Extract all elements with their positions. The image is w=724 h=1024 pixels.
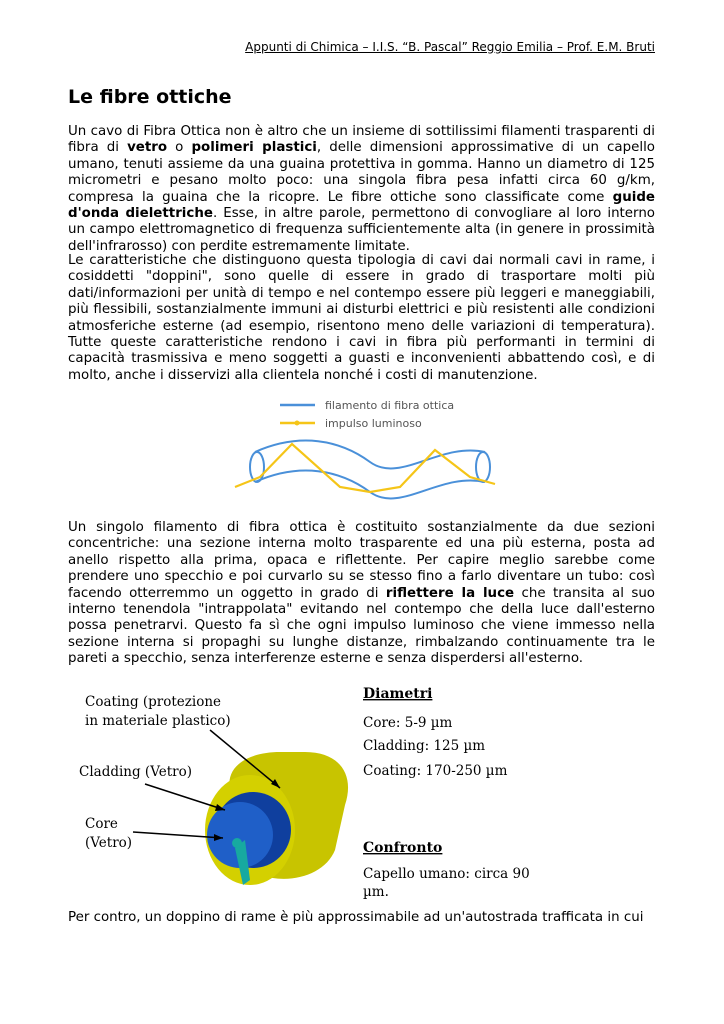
diametri-heading: Diametri bbox=[363, 686, 433, 702]
text-run: che transita al suo interno tenendola "intrappolata" evitando nel contempo che della luce dall'esterno possa penetrarvi. Questo fa sì che ogni impulso luminoso che viene immesso nella sezione interna si propaghi su lunghe distanze, rimbalzando continuamente tra le pareti a specchio, senza interferenze esterne e senza disperdersi all'esterno. bbox=[68, 585, 655, 667]
text-run: , delle dimensioni approssimative di un capello umano, tenuti assieme da una guaina protettiva in gomma. Hanno un diametro di 125 micrometri e pesano molto poco: una singola fibra pesa infatti circa 60 g/km, compresa la guaina che la ricopre. Le fibre ottiche sono classificate come bbox=[68, 140, 655, 205]
fiber-top-edge bbox=[255, 441, 485, 469]
paragraph-intro bbox=[68, 124, 655, 255]
legend-fiber-label: filamento di fibra ottica bbox=[325, 399, 455, 412]
text-run: . Esse, in altre parole, permettono di convogliare al loro interno un campo elettromagnetico di frequenza sufficientemente alta (in genere in prossimità dell'infrarosso) con perdite estremamente limitate. bbox=[68, 206, 655, 254]
core-face bbox=[232, 838, 242, 848]
page-header: Appunti di Chimica – I.I.S. “B. Pascal” Reggio Emilia – Prof. E.M. Bruti bbox=[245, 40, 655, 54]
fiber-bottom-edge bbox=[255, 471, 485, 499]
confronto-heading: Confronto bbox=[363, 840, 443, 856]
coating-label-line2: in materiale plastico) bbox=[85, 713, 231, 729]
core-label-line2: (Vetro) bbox=[85, 835, 133, 851]
coating-label-line1: Coating (protezione bbox=[85, 694, 222, 710]
legend-pulse-dot bbox=[295, 421, 300, 426]
text-run: o bbox=[167, 140, 192, 156]
paragraph-structure bbox=[68, 520, 655, 668]
page-title: Le fibre ottiche bbox=[68, 86, 232, 108]
core-label-line1: Core bbox=[85, 816, 118, 832]
bold-term: riflettere la luce bbox=[385, 585, 515, 601]
text-run: Un singolo filamento di fibra ottica è costituito sostanzialmente da due sezioni concentriche: una sezione interna molto trasparente ed una più esterna, posta ad anello rispetto alla prima, opaca e riflettente. Per capire meglio sarebbe come prendere uno specchio e poi curvarlo su se stesso fino a farlo diventare un tubo: così facendo otterremmo un oggetto in grado di bbox=[68, 520, 655, 601]
hair-comparison-line2: µm. bbox=[363, 884, 389, 900]
hair-comparison-line1: Capello umano: circa 90 bbox=[363, 866, 530, 882]
coating-diameter: Coating: 170-250 µm bbox=[363, 763, 508, 779]
fiber-pulse-figure bbox=[230, 392, 500, 512]
legend-pulse-label: impulso luminoso bbox=[325, 417, 422, 430]
cladding-diameter: Cladding: 125 µm bbox=[363, 738, 486, 754]
cladding-arrow-line bbox=[145, 784, 225, 810]
fiber-cross-section-figure bbox=[75, 680, 595, 905]
bold-term: guide d'onda dielettriche bbox=[68, 189, 655, 222]
fiber-right-end bbox=[476, 452, 490, 482]
core-diameter: Core: 5-9 µm bbox=[363, 715, 453, 731]
text-run: Un cavo di Fibra Ottica non è altro che un insieme di sottilissimi filamenti trasparenti di fibra di bbox=[68, 124, 655, 156]
paragraph-copper-comparison: Per contro, un doppino di rame è più approssimabile ad un'autostrada trafficata in cui bbox=[68, 910, 644, 925]
paragraph-characteristics: Le caratteristiche che distinguono questa tipologia di cavi dai normali cavi in rame, i cosiddetti "doppini", sono quelle di essere in grado di trasportare molti più dati/informazioni per unità di tempo e nel contempo essere più leggeri e maneggiabili, più flessibili, sostanzialmente immuni ai disturbi elettrici e più resistenti alle condizioni atmosferiche esterne (ad esempio, risentono meno delle variazioni di temperatura). Tutte queste caratteristiche rendono i cavi in fibra più performanti in termini di capacità trasmissiva e meno soggetti a guasti e inconvenienti abbattendo così, e di molto, anche i disservizi alla clientela nonché i costi di manutenzione. bbox=[68, 253, 655, 383]
bold-term: vetro bbox=[127, 140, 168, 156]
bold-term: polimeri plastici bbox=[191, 140, 317, 156]
cladding-label: Cladding (Vetro) bbox=[79, 764, 192, 780]
